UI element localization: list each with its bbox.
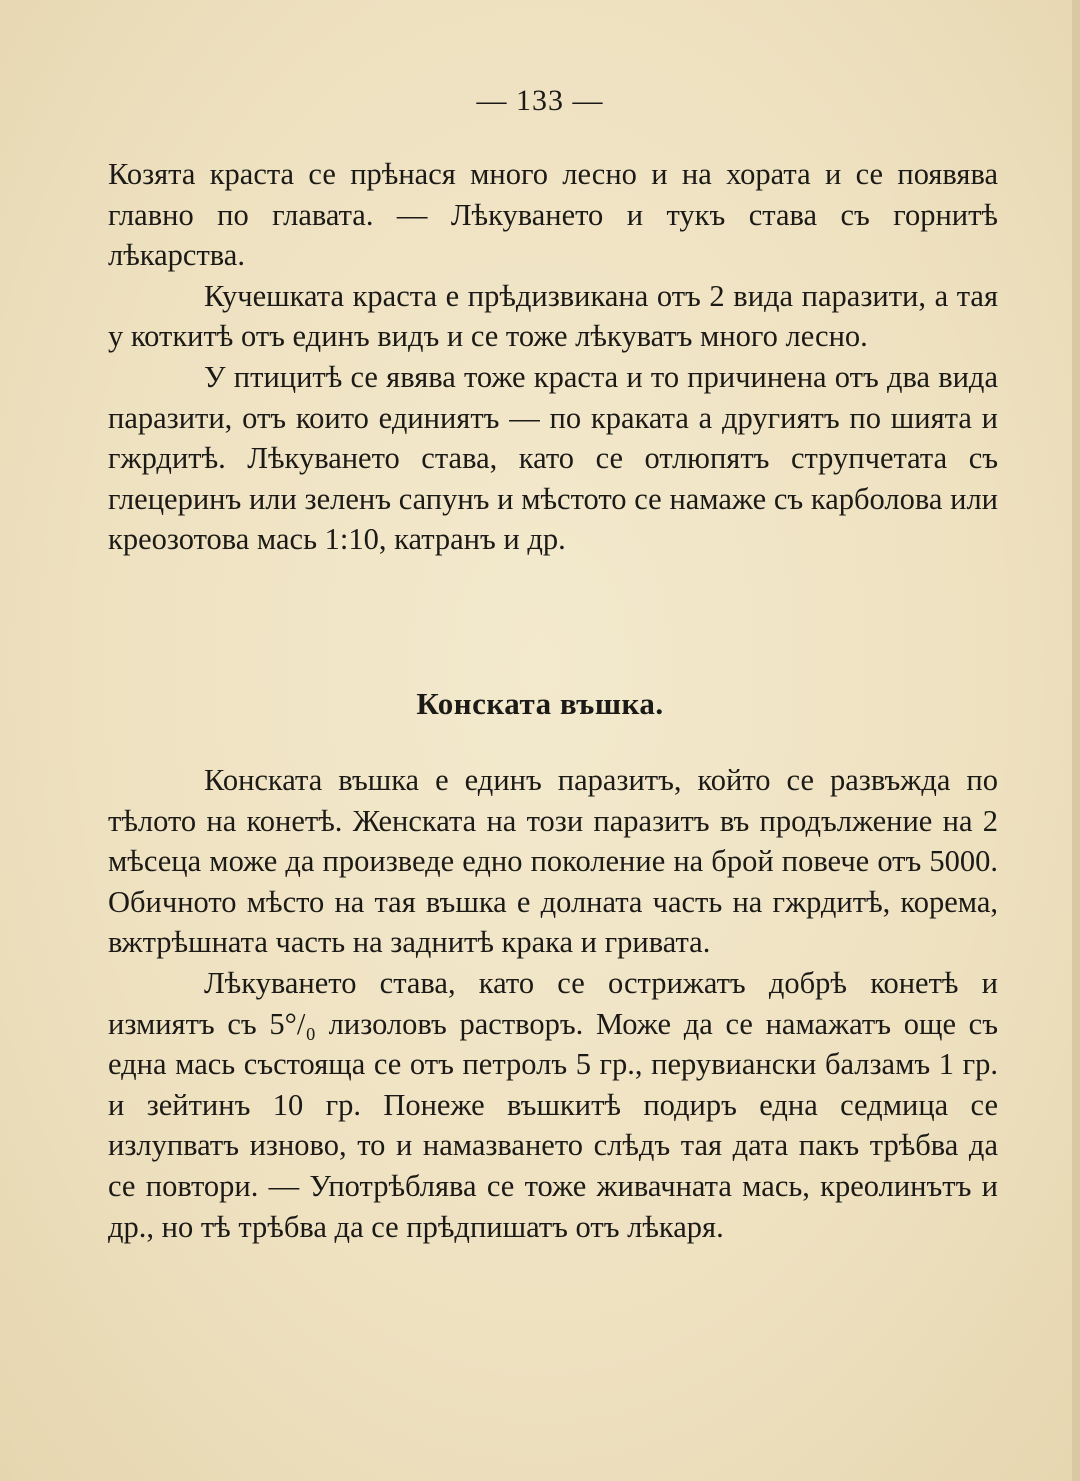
- paragraph-dog-cat-scabies: Кучешката краста е прѣдизвикана отъ 2 вида паразити, а тая у коткитѣ отъ единъ видъ и се тоже лѣкуватъ много лесно.: [108, 278, 998, 354]
- section-scabies-text: [108, 154, 998, 560]
- paragraph-goat-scabies: Козята краста се прѣнася много лесно и на хората и се появява главно по главата. — Лѣкуването и тукъ става съ горнитѣ лѣкарства.: [108, 157, 998, 273]
- paragraph-horse-louse-treatment: Лѣкуването става, като се острижатъ добрѣ конетѣ и измиятъ съ 5°/₀ лизоловъ растворъ. Може да се намажатъ още съ една мась състояща се отъ петролъ 5 гр., перувиански балзамъ 1 гр. и зейтинъ 10 гр. Понеже въшкитѣ подиръ една седмица се излупватъ изново, то и намазването слѣдъ тая дата пакъ трѣбва да се повтори. — Употрѣблява се тоже живачната мась, креолинътъ и др., но тѣ трѣбва да се прѣдпишатъ отъ лѣкаря.: [108, 965, 998, 1244]
- section-heading-horse-louse: Конската въшка.: [416, 686, 664, 721]
- page-number: — 133 —: [476, 84, 604, 117]
- paragraph-horse-louse-description: Конската въшка е единъ паразитъ, който се развъжда по тѣлото на конетѣ. Женската на този паразитъ въ продължение на 2 мѣсеца може да произведе едно поколение на брой повече отъ 5000. Обичното мѣсто на тая въшка е долната часть на гжрдитѣ, корема, вжтрѣшната часть на заднитѣ крака и гривата.: [108, 763, 998, 960]
- section-horse-louse-text: [108, 760, 998, 1247]
- paragraph-bird-scabies: У птицитѣ се явява тоже краста и то причинена отъ два вида паразити, отъ които единиятъ — по краката а другиятъ по шията и гжрдитѣ. Лѣкуването става, като се отлюпятъ струпчетата съ глецеринъ или зеленъ сапунъ и мѣстото се намаже съ карболова или креозотова мась 1:10, катранъ и др.: [108, 359, 998, 557]
